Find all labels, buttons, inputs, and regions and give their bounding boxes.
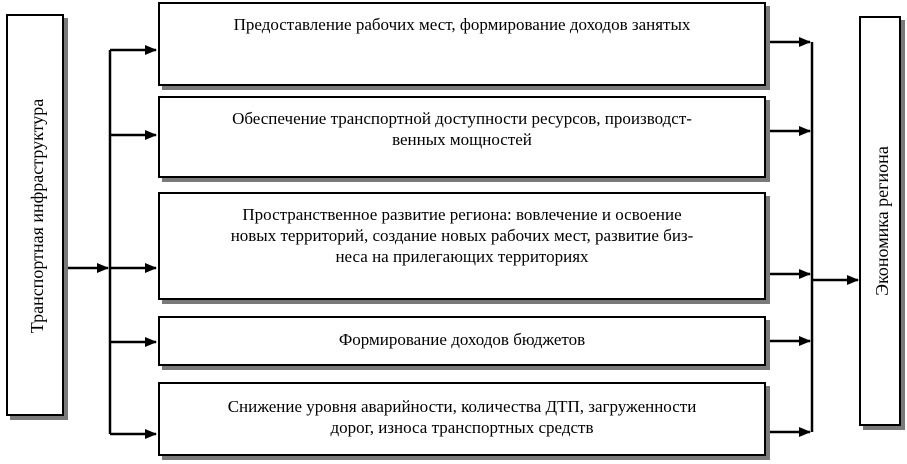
- effect-4-text: [160, 329, 764, 350]
- effect-2-line-1: Обеспечение транспортной доступности ресурсов, производст-: [232, 109, 692, 128]
- target-label: Экономика региона: [872, 146, 892, 296]
- effect-box-2: [158, 96, 766, 178]
- effect-box-4: [158, 316, 766, 366]
- effect-box-3: [158, 192, 766, 300]
- effect-5-text: [160, 396, 764, 438]
- effect-4-line-1: Формирование доходов бюджетов: [338, 330, 586, 349]
- effect-3-text: [160, 204, 764, 267]
- source-box: [6, 14, 64, 416]
- effect-2-line-2: венных мощностей: [392, 130, 532, 149]
- effect-2-text: [160, 108, 764, 150]
- effect-3-line-1: Пространственное развитие региона: вовлечение и освоение: [242, 205, 682, 224]
- source-label: Транспортная инфраструктура: [27, 98, 47, 334]
- effect-5-line-2: дорог, износа транспортных средств: [330, 418, 594, 437]
- effect-5-line-1: Снижение уровня аварийности, количества ДТП, загруженности: [227, 397, 697, 416]
- effect-1-line-1: Предоставление рабочих мест, формирование доходов занятых: [233, 15, 691, 34]
- effect-3-line-3: неса на прилегающих территориях: [335, 247, 589, 266]
- effect-1-text: [160, 14, 764, 35]
- effect-3-line-2: новых территорий, создание новых рабочих мест, развитие биз-: [230, 226, 694, 245]
- effect-box-5: [158, 382, 766, 456]
- effect-box-1: [158, 2, 766, 86]
- target-box: [859, 16, 901, 426]
